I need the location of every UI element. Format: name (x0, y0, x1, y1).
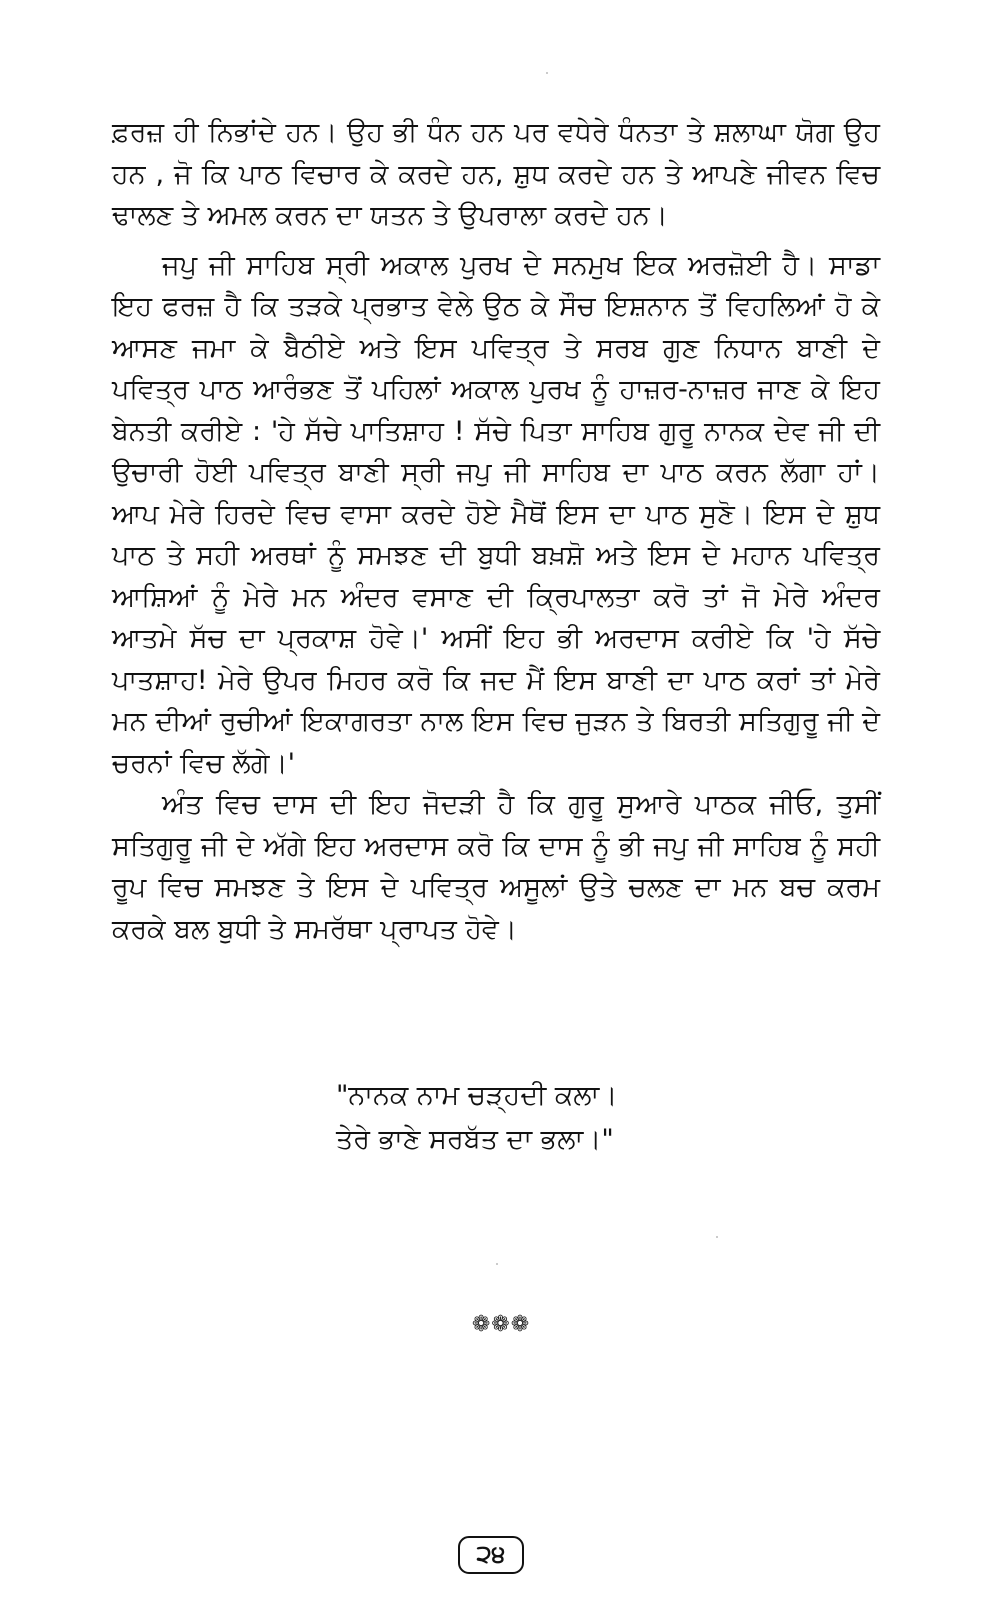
paragraph-japji-prayer: ਜਪੁ ਜੀ ਸਾਹਿਬ ਸ੍ਰੀ ਅਕਾਲ ਪੁਰਖ ਦੇ ਸਨਮੁਖ ਇਕ ਅਰਜ਼ੋਈ ਹੈ। ਸਾਡਾ ਇਹ ਫਰਜ਼ ਹੈ ਕਿ ਤੜਕੇ ਪ੍ਰਭਾਤ ਵੇਲੇ ਉਠ ਕੇ ਸੌਚ ਇਸ਼ਨਾਨ ਤੋਂ ਵਿਹਲਿਆਂ ਹੋ ਕੇ ਆਸਣ ਜਮਾ ਕੇ ਬੈਠੀਏ ਅਤੇ ਇਸ ਪਵਿਤ੍ਰ ਤੇ ਸਰਬ ਗੁਣ ਨਿਧਾਨ ਬਾਣੀ ਦੇ ਪਵਿਤ੍ਰ ਪਾਠ ਆਰੰਭਣ ਤੋਂ ਪਹਿਲਾਂ ਅਕਾਲ ਪੁਰਖ ਨੂੰ ਹਾਜ਼ਰ-ਨਾਜ਼ਰ ਜਾਣ ਕੇ ਇਹ ਬੇਨਤੀ ਕਰੀਏ : 'ਹੇ ਸੱਚੇ ਪਾਤਿਸ਼ਾਹ ! ਸੱਚੇ ਪਿਤਾ ਸਾਹਿਬ ਗੁਰੂ ਨਾਨਕ ਦੇਵ ਜੀ ਦੀ ਉਚਾਰੀ ਹੋਈ ਪਵਿਤ੍ਰ ਬਾਣੀ ਸ੍ਰੀ ਜਪੁ ਜੀ ਸਾਹਿਬ ਦਾ ਪਾਠ ਕਰਨ ਲੱਗਾ ਹਾਂ। ਆਪ ਮੇਰੇ ਹਿਰਦੇ ਵਿਚ ਵਾਸਾ ਕਰਦੇ ਹੋਏ ਮੈਥੋਂ ਇਸ ਦਾ ਪਾਠ ਸੁਣੋ। ਇਸ ਦੇ ਸ਼ੁਧ ਪਾਠ ਤੇ ਸਹੀ ਅਰਥਾਂ ਨੂੰ ਸਮਝਣ ਦੀ ਬੁਧੀ ਬਖ਼ਸ਼ੋ ਅਤੇ ਇਸ ਦੇ ਮਹਾਨ ਪਵਿਤ੍ਰ ਆਸ਼ਿਆਂ ਨੂੰ ਮੇਰੇ ਮਨ ਅੰਦਰ ਵਸਾਣ ਦੀ ਕ੍ਰਿਪਾਲਤਾ ਕਰੋ ਤਾਂ ਜੋ ਮੇਰੇ ਅੰਦਰ ਆਤਮੇ ਸੱਚ ਦਾ ਪ੍ਰਕਾਸ਼ ਹੋਵੇ।' ਅਸੀਂ ਇਹ ਭੀ ਅਰਦਾਸ ਕਰੀਏ ਕਿ 'ਹੇ ਸੱਚੇ ਪਾਤਸ਼ਾਹ! ਮੇਰੇ ਉਪਰ ਮਿਹਰ ਕਰੋ ਕਿ ਜਦ ਮੈਂ ਇਸ ਬਾਣੀ ਦਾ ਪਾਠ ਕਰਾਂ ਤਾਂ ਮੇਰੇ ਮਨ ਦੀਆਂ ਰੁਚੀਆਂ ਇਕਾਗਰਤਾ ਨਾਲ ਇਸ ਵਿਚ ਜੁੜਨ ਤੇ ਬਿਰਤੀ ਸਤਿਗੁਰੂ ਜੀ ਦੇ ਚਰਨਾਂ ਵਿਚ ਲੱਗੇ।' (112, 249, 880, 779)
scan-speck (496, 1263, 498, 1265)
closing-quote (336, 1074, 617, 1162)
scan-speck (546, 72, 548, 74)
page-number: ੨੪ (458, 1536, 524, 1574)
paragraph-closing-request: ਅੰਤ ਵਿਚ ਦਾਸ ਦੀ ਇਹ ਜੋਦੜੀ ਹੈ ਕਿ ਗੁਰੂ ਸੁਆਰੇ ਪਾਠਕ ਜੀਓ, ਤੁਸੀਂ ਸਤਿਗੁਰੂ ਜੀ ਦੇ ਅੱਗੇ ਇਹ ਅਰਦਾਸ ਕਰੋ ਕਿ ਦਾਸ ਨੂੰ ਭੀ ਜਪੁ ਜੀ ਸਾਹਿਬ ਨੂੰ ਸਹੀ ਰੂਪ ਵਿਚ ਸਮਝਣ ਤੇ ਇਸ ਦੇ ਪਵਿਤ੍ਰ ਅਸੂਲਾਂ ਉਤੇ ਚਲਣ ਦਾ ਮਨ ਬਚ ਕਰਮ ਕਰਕੇ ਬਲ ਬੁਧੀ ਤੇ ਸਮਰੱਥਾ ਪ੍ਰਾਪਤ ਹੋਵੇ। (112, 789, 880, 945)
scan-speck (716, 1236, 718, 1238)
quote-line-2: ਤੇਰੇ ਭਾਣੇ ਸਰਬੱਤ ਦਾ ਭਲਾ।" (336, 1124, 614, 1155)
paragraph-continuation: ਫ਼ਰਜ਼ ਹੀ ਨਿਭਾਂਦੇ ਹਨ। ਉਹ ਭੀ ਧੰਨ ਹਨ ਪਰ ਵਧੇਰੇ ਧੰਨਤਾ ਤੇ ਸ਼ਲਾਘਾ ਯੋਗ ਉਹ ਹਨ , ਜੋ ਕਿ ਪਾਠ ਵਿਚਾਰ ਕੇ ਕਰਦੇ ਹਨ, ਸ਼ੁਧ ਕਰਦੇ ਹਨ ਤੇ ਆਪਣੇ ਜੀਵਨ ਵਿਚ ਢਾਲਣ ਤੇ ਅਮਲ ਕਰਨ ਦਾ ਯਤਨ ਤੇ ਉਪਰਾਲਾ ਕਰਦੇ ਹਨ। (112, 117, 880, 231)
quote-line-1: "ਨਾਨਕ ਨਾਮ ਚੜ੍ਹਦੀ ਕਲਾ। (336, 1080, 618, 1111)
section-ornament: ❁❁❁ (471, 1312, 531, 1337)
body-text (112, 112, 880, 950)
